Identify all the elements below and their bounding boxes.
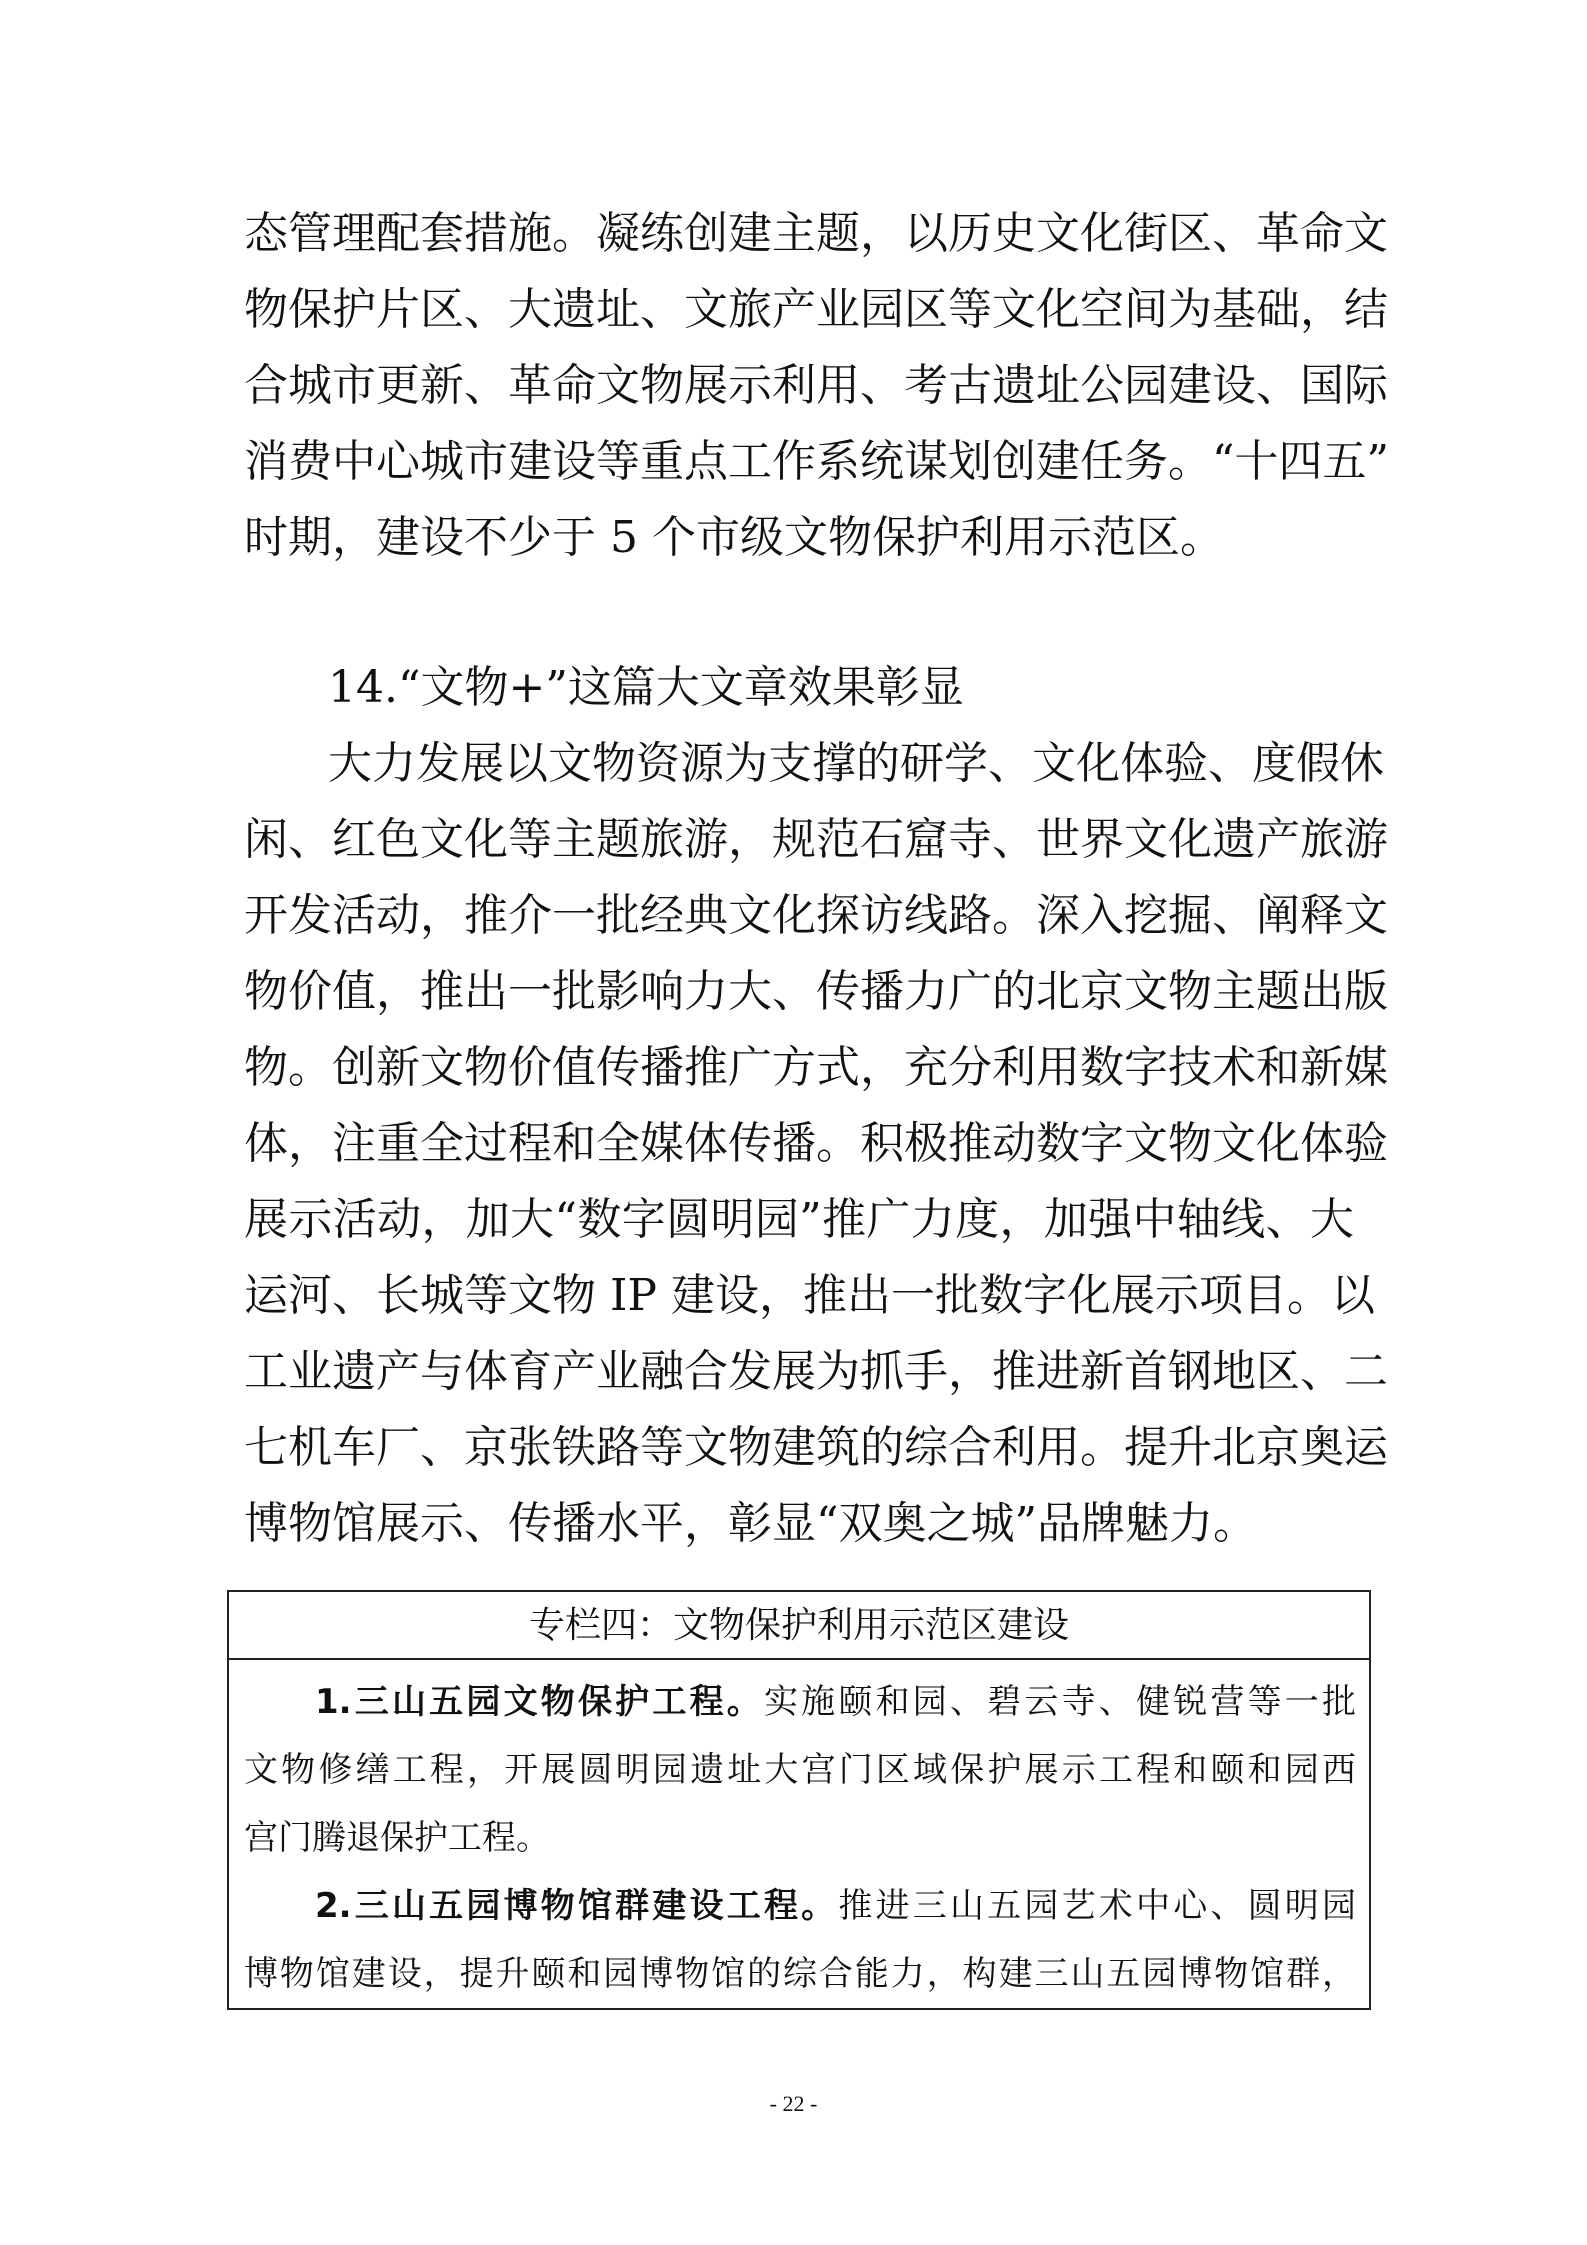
- column-box-header: [229, 1592, 1369, 1660]
- box-item-1-line: [315, 1680, 1356, 1724]
- paragraph-line: 消费中心城市建设等重点工作系统谋划创建任务。“十四五”: [244, 436, 1389, 487]
- paragraph-line: 合城市更新、革命文物展示利用、考古遗址公园建设、国际: [244, 360, 1388, 411]
- paragraph-line: 博物馆展示、传播水平，彰显“双奥之城”品牌魅力。: [244, 1498, 1257, 1549]
- paragraph-line: 七机车厂、京张铁路等文物建筑的综合利用。提升北京奥运: [244, 1422, 1388, 1473]
- paragraph-line: 闲、红色文化等主题旅游，规范石窟寺、世界文化遗产旅游: [244, 814, 1388, 865]
- box-item-1-text: 实施颐和园、碧云寺、健锐营等一批: [763, 1682, 1356, 1722]
- box-item-1-line: 宫门腾退保护工程。: [244, 1818, 550, 1858]
- paragraph-line: 体，注重全过程和全媒体传播。积极推动数字文物文化体验: [244, 1118, 1388, 1169]
- paragraph-line: 物保护片区、大遗址、文旅产业园区等文化空间为基础，结: [244, 284, 1388, 335]
- paragraph-line: 工业遗产与体育产业融合发展为抓手，推进新首钢地区、二: [244, 1346, 1388, 1397]
- box-item-1-line: 文物修缮工程，开展圆明园遗址大宫门区域保护展示工程和颐和园西: [244, 1750, 1356, 1790]
- paragraph-line: 态管理配套措施。凝练创建主题，以历史文化街区、革命文: [244, 208, 1388, 259]
- paragraph-line: 物。创新文物价值传播推广方式，充分利用数字技术和新媒: [244, 1042, 1388, 1093]
- paragraph-line: 时期，建设不少于 5 个市级文物保护利用示范区。: [244, 512, 1224, 563]
- column-box-title: 专栏四：文物保护利用示范区建设: [528, 1605, 1069, 1646]
- box-item-2-line: 博物馆建设，提升颐和园博物馆的综合能力，构建三山五园博物馆群，: [244, 1954, 1356, 1994]
- paragraph-line: 大力发展以文物资源为支撑的研学、文化体验、度假休: [328, 738, 1384, 789]
- box-item-2-text: 推进三山五园艺术中心、圆明园: [838, 1886, 1357, 1926]
- box-item-1-heading: 1.三山五园文物保护工程。: [315, 1682, 764, 1722]
- column-box: [227, 1590, 1371, 2010]
- paragraph-line: 物价值，推出一批影响力大、传播力广的北京文物主题出版: [244, 966, 1388, 1017]
- paragraph-line: 运河、长城等文物 IP 建设，推出一批数字化展示项目。以: [244, 1270, 1375, 1321]
- box-item-2-heading: 2.三山五园博物馆群建设工程。: [315, 1886, 839, 1926]
- paragraph-line: 开发活动，推介一批经典文化探访线路。深入挖掘、阐释文: [244, 890, 1388, 941]
- section-heading: 14.“文物+”这篇大文章效果彰显: [328, 662, 964, 713]
- paragraph-line: 展示活动，加大“数字圆明园”推广力度，加强中轴线、大: [244, 1194, 1354, 1245]
- box-item-2-line: [315, 1884, 1356, 1928]
- page-number: - 22 -: [769, 2091, 818, 2116]
